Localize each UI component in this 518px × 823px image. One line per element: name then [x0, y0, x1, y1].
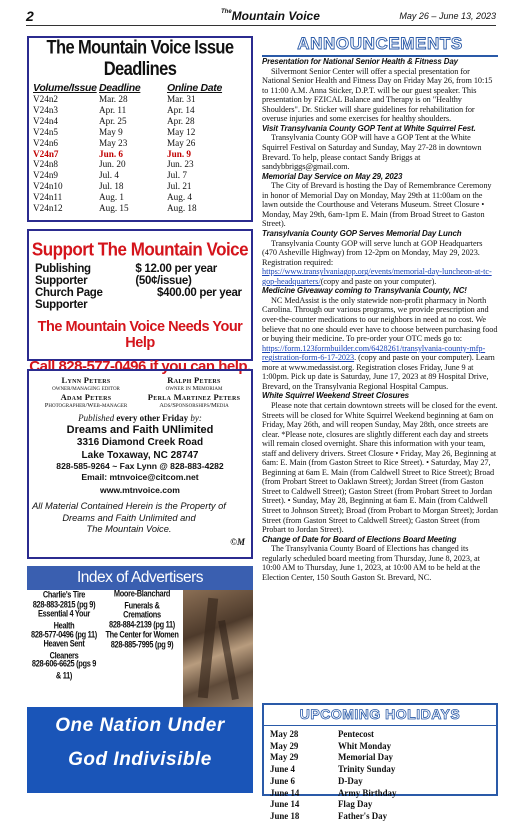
advertisers-column-2: [103, 590, 181, 650]
advertiser-line: 828-884-2139 (pg 11): [109, 619, 175, 630]
deadlines-title: The Mountain Voice Issue Deadlines: [46, 37, 234, 80]
announcement-body: [262, 67, 498, 124]
paper-name: [221, 9, 320, 23]
paper-name-main: Mountain Voice: [231, 9, 320, 23]
staff-member: [32, 392, 140, 409]
staff-role: Ads/Sponsorships/Media: [159, 402, 229, 409]
announcement-body: [262, 133, 498, 171]
published-prefix: Published: [78, 413, 115, 423]
deadline-online-date: Jul. 7: [167, 170, 187, 181]
deadline-date: Apr. 25: [99, 115, 127, 126]
nation-line-2: God Indivisible: [68, 749, 212, 770]
deadline-volume: V24n2: [33, 94, 59, 104]
deadline-date: May 9: [99, 126, 123, 137]
holiday-date: May 29: [270, 752, 299, 763]
city-address: Lake Toxaway, NC 28747: [81, 449, 199, 461]
advertiser-line: Essential 4 Your Health: [37, 608, 91, 631]
published-frequency: every other Friday: [116, 413, 189, 423]
deadline-volume: V24n3: [33, 104, 59, 115]
holiday-date: June 14: [270, 799, 300, 810]
publishing-label: Publishing Supporter: [35, 263, 91, 287]
announcement-link[interactable]: https://www.transylvaniagop.org/events/memorial-day-luncheon-at-tc-gop-headquarters/: [262, 267, 492, 286]
holiday-name: Father's Day: [338, 810, 388, 821]
holiday-row: [270, 811, 396, 823]
deadline-row: [29, 116, 251, 127]
deadline-online-date: Aug. 4: [167, 192, 193, 203]
deadline-row: [29, 203, 251, 214]
announcement-text: The Transylvania County Board of Elections has changed its regularly scheduled board meeting from Thursday, June 8, 2023, at 10:00 AM to Thursday, June 1, 2023, at 10:00 AM to be held at the Election Center, 150 South Gaston St. Brevard, NC.: [262, 544, 481, 582]
copyright-line-1: All Material Contained Herein is the Property of: [32, 501, 226, 511]
website-link[interactable]: www.mtnvoice.com: [100, 485, 180, 495]
deadline-volume: V24n11: [33, 192, 63, 203]
holiday-name: D-Day: [338, 775, 363, 786]
advertisers-box: [27, 590, 253, 707]
deadline-online-date: Apr. 28: [167, 115, 195, 126]
company-name: Dreams and Faith UNlimited: [66, 424, 214, 436]
deadline-date: Jun. 20: [99, 159, 126, 170]
support-box: [27, 229, 253, 375]
published-line: [29, 413, 251, 423]
announcement-body: [262, 296, 498, 391]
deadline-date: Aug. 15: [99, 203, 129, 214]
deadline-online-date: Mar. 31: [167, 94, 196, 104]
support-title: Support The Mountain Voice: [31, 239, 249, 260]
deadlines-box: [27, 36, 253, 222]
staff-member: [32, 375, 140, 392]
announcement-text: Silvermont Senior Center will offer a special presentation for National Senior Health and Fitness Day on Friday May 26, from 10:15 to 11:00 A.M. Anna Sticker, D.P.T. will be our guest speaker. This presentation by FZICAL Balance and Therapy is on "Healthy Shoulders". Dr. Sticker will share guidelines for rehabilitation for overuse injuries and some exercises for healthy shoulders.: [262, 66, 493, 124]
announcement-heading: Memorial Day Service on May 29, 2023: [262, 171, 403, 181]
announcement-heading: Transylvania County GOP Serves Memorial Day Lunch: [262, 228, 462, 238]
church-label: Church Page Supporter: [35, 287, 103, 311]
staff-member: [140, 375, 248, 392]
paper-name-prefix: The: [221, 9, 232, 15]
deadline-date: Mar. 28: [99, 94, 128, 104]
holiday-row: [270, 729, 396, 741]
tree-photo: [183, 590, 253, 707]
deadline-row: [29, 149, 251, 160]
copyright-notice: [29, 501, 251, 536]
holiday-date: May 28: [270, 729, 299, 739]
holiday-row: [270, 764, 396, 776]
announcement-text-after: . (copy and paste on your computer). Learn more at www.medassist.org. Registration closes Friday, June 9 at 1:00pm. Pick up date is Saturday, June 17, 2023 at 89 Hospital Drive, Brevard, on the Transylvania Regional Hospital Campus.: [262, 353, 495, 391]
deadline-date: May 23: [99, 137, 128, 148]
deadline-online-date: Jun. 23: [167, 159, 194, 170]
announcement-text: Transylvania County GOP will serve lunch at GOP Headquarters (470 Asheville Highway) from 12-2pm on Monday, May 29, 2023. Registration required:: [262, 238, 483, 267]
page-header: [26, 10, 496, 26]
holiday-row: [270, 788, 396, 800]
phone-fax: 828-585-9264 ~ Fax Lynn @ 828-883-4282: [56, 461, 224, 471]
advertiser-line: Moore-Blanchard Funerals &: [113, 588, 171, 611]
deadline-online-date: May 12: [167, 126, 196, 137]
deadlines-header: [29, 82, 251, 94]
col-deadline: Deadline: [99, 82, 141, 94]
holidays-box: [262, 703, 498, 821]
staff-row: [29, 392, 251, 409]
holiday-row: [270, 776, 396, 788]
deadline-date: Jun. 6: [99, 148, 124, 159]
deadline-row: [29, 192, 251, 203]
deadlines-rows: [29, 94, 251, 214]
deadline-volume: V24n12: [33, 203, 63, 214]
holiday-date: June 18: [270, 810, 300, 821]
holiday-row: [270, 752, 396, 764]
publishing-price: $ 12.00 per year (50¢/issue): [135, 263, 217, 287]
deadline-row: [29, 159, 251, 170]
deadline-row: [29, 181, 251, 192]
holidays-list: [270, 729, 396, 823]
issue-date-range: May 26 – June 13, 2023: [399, 11, 496, 21]
deadline-volume: V24n4: [33, 115, 59, 126]
mountain-voice-logo: ©M: [230, 537, 245, 547]
deadline-volume: V24n7: [33, 148, 59, 159]
deadline-row: [29, 105, 251, 116]
announcement-heading: Medicine Giveaway coming to Transylvania County, NC!: [262, 286, 467, 296]
advertiser-line: 828-883-2815 (pg 9): [32, 599, 96, 610]
one-nation-banner: [27, 707, 253, 793]
staff-role: Photographer/Web-manager: [44, 402, 128, 409]
publishing-supporter-row: [29, 263, 251, 287]
holidays-title: UPCOMING HOLIDAYS: [299, 706, 461, 722]
deadline-volume: V24n10: [33, 181, 63, 192]
announcement-body: [262, 239, 498, 287]
deadline-row: [29, 127, 251, 138]
staff-name: Perla Martinez Peters: [147, 392, 241, 402]
needs-help-text: The Mountain Voice Needs Your Help: [37, 319, 243, 351]
advertiser-line: Charlie's Tire: [42, 589, 86, 600]
deadline-online-date: May 26: [167, 137, 196, 148]
announcement-heading: Presentation for National Senior Health & Fitness Day: [262, 57, 458, 66]
deadline-row: [29, 138, 251, 149]
published-suffix: by:: [190, 413, 202, 423]
holiday-date: June 6: [270, 775, 295, 786]
deadline-row: [29, 170, 251, 181]
deadline-volume: V24n9: [33, 170, 59, 181]
masthead-box: [27, 369, 253, 559]
holiday-name: Memorial Day: [338, 752, 393, 763]
announcement-text: NC MedAssist is the only statewide non-profit pharmacy in North Carolina. Through our various programs, we provide prescription and over-the-counter medications to our neighbors in need at no cost. We believe that no one should ever have to choose between purchasing food or buying their medicine. To pre-order your OTC meds go to:: [262, 295, 498, 344]
announcement-text: Transylvania County GOP will have a GOP Tent at the White Squirrel Festival on Saturday and Sunday, May 27-28 in downtown Brevard. To help, please contact Sandy Briggs at sandybbriggs@gmail.com.: [262, 133, 482, 172]
holidays-divider: [264, 725, 496, 726]
advertiser-line: The Center for Women: [105, 629, 179, 640]
holiday-name: Whit Monday: [338, 740, 392, 751]
deadline-online-date: Jul. 21: [167, 181, 192, 192]
holiday-row: [270, 741, 396, 753]
holiday-name: Flag Day: [338, 799, 373, 810]
announcement-heading: White Squirrel Weekend Street Closures: [262, 391, 409, 401]
holiday-date: June 14: [270, 787, 300, 798]
announcement-link[interactable]: https://form.123formbuilder.com/6428261/transylvania-county-mfp-registration-form-6-17-2023: [262, 343, 486, 363]
call-text: Call 828-577-0496 if you can help.: [29, 358, 251, 375]
deadline-online-date: Jun. 9: [167, 148, 192, 159]
announcement-body: [262, 544, 498, 582]
holiday-row: [270, 799, 396, 811]
holiday-date: June 4: [270, 764, 295, 775]
deadline-date: Jul. 4: [99, 170, 119, 181]
advertiser-line: 828-606-6625 (pgs 9 & 11): [31, 658, 97, 681]
announcement-text: Please note that certain downtown streets will be closed for the event. Streets will be closed for White Squirrel Weekend beginning at 6am on Friday, May 26th, and will reopen Sunday, May 28th, once streets are clear. *Please note, closures are slightly different each day and streets will remain closed overnight. Share this information with your team, staff and delivery drivers. Street Closure • Friday, May 26, Beginning at 6am: E. Main (from Gaston Street to Rice Street). • Saturday, May 27, Beginning at 6am E. Main (from Caldwell Street to Rice Street); Broad (from Probart Street to Oaklawn Street); Jordan Street (from Gaston Street to Caldwell Street); Gaston Street (from Probart Street to Jordan Street). • Sunday, May 28, Beginning at 6am E. Main (from Caldwell Street to Johnson Street); Broad (from Probart to Morgan Street); Jordan Street (from Gaston Street to Caldwell Street); Gaston Street (from Probart to Jordan Street).: [262, 400, 498, 535]
holiday-name: Pentecost: [338, 729, 374, 739]
staff-list: [29, 375, 251, 409]
announcement-body: [262, 181, 498, 229]
holiday-date: May 29: [270, 740, 299, 751]
church-supporter-row: [29, 287, 251, 311]
announcement-heading: Change of Date for Board of Elections Board Meeting: [262, 534, 457, 544]
announcement-text-after: (copy and paste on your computer).: [320, 276, 437, 286]
deadline-volume: V24n5: [33, 126, 59, 137]
advertisers-title: Index of Advertisers: [27, 566, 253, 590]
advertiser-line: Heaven Sent Cleaners: [43, 638, 85, 661]
announcement-body: [262, 401, 498, 535]
deadline-date: Jul. 18: [99, 181, 124, 192]
staff-role: owner in Memoriam: [165, 385, 223, 392]
deadline-volume: V24n8: [33, 159, 59, 170]
holiday-name: Army Birthday: [338, 787, 397, 798]
copyright-line-3: The Mountain Voice.: [86, 524, 172, 534]
church-price: $400.00 per year: [157, 287, 242, 299]
deadline-online-date: Aug. 18: [167, 203, 197, 214]
deadline-row: [29, 94, 251, 105]
staff-member: [140, 392, 248, 409]
deadline-volume: V24n6: [33, 137, 59, 148]
nation-line-1: One Nation Under: [55, 715, 225, 736]
announcement-text: The City of Brevard is hosting the Day of Remembrance Ceremony in honor of Memorial Day on Monday, May 29th at 11:00am on the lawn outside the Courthouse and Veterans Museum. Street Closure • Monday, May 29th, 6am-1pm E. Main (from Broad Street to Gaston Street).: [262, 181, 492, 229]
staff-name: Adam Peters: [60, 392, 112, 402]
staff-name: Lynn Peters: [61, 375, 111, 385]
advertiser-line: Cremations: [123, 609, 161, 620]
advertiser-line: 828-885-7995 (pg 9): [110, 639, 174, 650]
staff-row: [29, 375, 251, 392]
copyright-line-2: Dreams and Faith Unlimited and: [62, 512, 196, 523]
deadline-date: Aug. 1: [99, 192, 125, 203]
email-line[interactable]: Email: mtnvoice@citcom.net: [81, 471, 199, 482]
announcements-title: ANNOUNCEMENTS: [297, 34, 463, 53]
street-address: 3316 Diamond Creek Road: [76, 437, 204, 448]
announcement-heading: Visit Transylvania County GOP Tent at White Squirrel Fest.: [262, 123, 476, 133]
staff-name: Ralph Peters: [167, 375, 221, 385]
page-number: 2: [26, 8, 34, 24]
deadline-online-date: Apr. 14: [167, 104, 195, 115]
advertisers-column-1: [29, 590, 99, 680]
staff-role: owner/managing editor: [52, 385, 120, 392]
deadline-date: Apr. 11: [99, 104, 127, 115]
col-volume: Volume/Issue: [33, 82, 97, 94]
advertiser-line: 828-577-0496 (pg 11): [31, 629, 97, 640]
col-online: Online Date: [167, 82, 223, 94]
announcements-body: [262, 57, 498, 751]
holiday-name: Trinity Sunday: [338, 764, 396, 775]
